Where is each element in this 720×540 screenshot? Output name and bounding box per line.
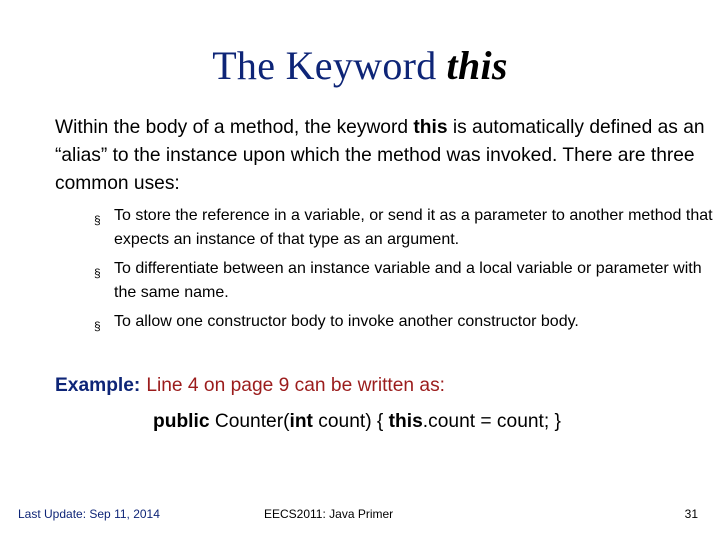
bullet-item: [94, 310, 714, 334]
bullet-marker-icon: §: [94, 266, 101, 280]
bullet-item: [94, 257, 714, 305]
example-label: Example:: [55, 375, 141, 396]
bullet-list: [94, 204, 714, 339]
slide-title-keyword: this: [446, 43, 508, 88]
code-text: .count = count; }: [422, 411, 561, 432]
footer-last-update: Last Update: Sep 11, 2014: [18, 507, 160, 521]
example-text: Line 4 on page 9 can be written as:: [146, 375, 446, 396]
bullet-text: To allow one constructor body to invoke another constructor body.: [114, 313, 579, 330]
code-text: Counter(: [209, 411, 290, 432]
bullet-item: [94, 204, 714, 252]
bullet-marker-icon: §: [94, 319, 101, 333]
slide-title-text: The Keyword: [212, 43, 437, 88]
intro-keyword: this: [413, 117, 448, 138]
footer-page-number: 31: [684, 507, 698, 521]
code-text: count) {: [312, 411, 389, 432]
intro-post: is automatically defined as an “alias” to the instance upon which the method was invoked. There are three common uses:: [55, 117, 705, 194]
bullet-text: To differentiate between an instance variable and a local variable or parameter with the same name.: [114, 260, 702, 301]
footer-course: EECS2011: Java Primer: [264, 507, 394, 521]
code-keyword-this: this: [388, 411, 423, 432]
code-example: [153, 411, 561, 433]
intro-paragraph: [55, 114, 715, 198]
example-line: [55, 375, 445, 397]
intro-pre: Within the body of a method, the keyword: [55, 117, 414, 138]
bullet-marker-icon: §: [94, 213, 101, 227]
slide-title: [0, 42, 720, 89]
code-keyword-int: int: [289, 411, 313, 432]
bullet-text: To store the reference in a variable, or send it as a parameter to another method that expects an instance of that type as an argument.: [114, 207, 713, 248]
code-keyword-public: public: [153, 411, 210, 432]
